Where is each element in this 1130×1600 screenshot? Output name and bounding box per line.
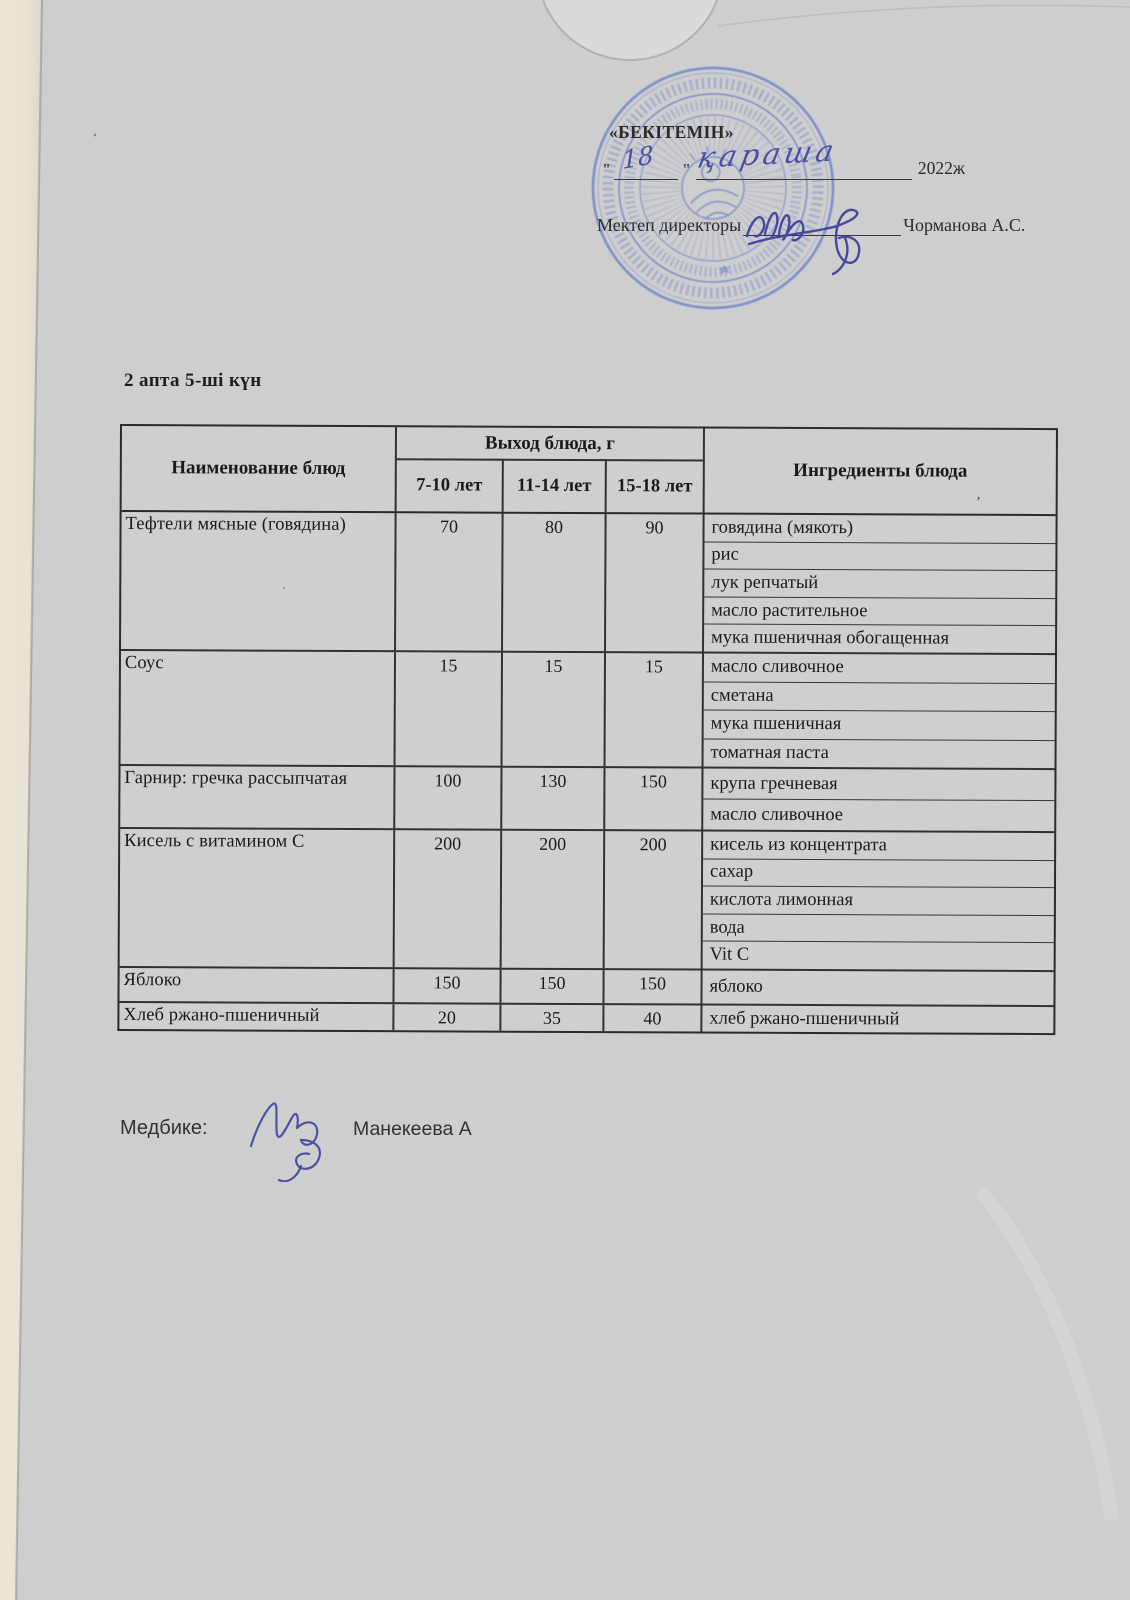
approval-date-line [603,133,965,180]
ingredient-item: сахар [703,859,1054,888]
col-header-ingredients-label: Ингредиенты блюда [793,459,968,482]
ingredient-item: кисель из концентрата [703,832,1054,861]
director-line [597,209,1025,236]
table-row [121,512,1056,653]
dish-name-cell: Тефтели мясные (говядина) [121,512,397,650]
ingredient-item: масло сливочное [710,804,844,825]
table-row [120,764,1054,831]
portion-11-14-cell: 35 [501,1005,604,1031]
nurse-signature [243,1090,339,1182]
ingredient-item: вода [703,914,1054,943]
ingredient-item: томатная паста [710,742,829,763]
portion-15-18-cell: 200 [605,831,704,968]
open-quote: " [603,160,610,179]
ingredient-item: мука пшеничная [704,711,1055,741]
col-header-age-11-14: 11-14 лет [504,461,607,512]
portion-11-14-cell: 200 [502,831,606,968]
week-title: 2 апта 5-ші күн [124,370,262,391]
col-header-output: Выход блюда, г [397,427,705,461]
table-row [120,827,1055,970]
plastic-reflection-crease [980,1190,1112,1520]
director-label: Мектеп директоры [597,215,742,235]
handwritten-month: қараша [694,133,841,175]
ingredients-cell [703,769,1054,832]
portion-7-10-cell: 70 [396,513,504,650]
table-header [122,426,1056,516]
approval-title: «БЕКІТЕМІН» [609,122,734,142]
ingredient-item: кислота лимонная [703,887,1054,916]
dish-name-cell: Соус [121,651,396,765]
ingredient-item: Vit C [709,944,750,965]
portion-11-14-cell: 80 [503,514,607,651]
ingredient-item: масло растительное [704,597,1055,626]
menu-table [117,424,1058,1035]
portion-15-18-cell: 90 [606,514,705,651]
table-row [121,649,1055,768]
col-header-age-15-18: 15-18 лет [607,461,705,512]
ingredients-cell [702,1006,1053,1034]
ingredient-item: мука пшеничная обогащенная [711,627,950,649]
col-header-age-7-10: 7-10 лет [397,460,504,511]
ingredients-cell [704,654,1055,769]
nurse-label: Медбике: [120,1117,208,1139]
director-name: Чорманова А.С. [903,215,1026,235]
folder-edge-strip [0,0,44,1600]
col-header-name: Наименование блюд [122,426,397,511]
handwritten-day: 18 [621,140,655,175]
ingredient-item: масло сливочное [704,654,1055,684]
portion-7-10-cell: 150 [394,969,501,1002]
sleeve-notch-arc [537,0,723,60]
nurse-name: Манекеева А [353,1118,472,1140]
ingredient-item: яблоко [709,976,763,997]
portion-15-18-cell: 150 [604,970,702,1003]
ingredients-cell [704,515,1056,654]
signature-blank [743,208,901,236]
portion-11-14-cell: 130 [502,768,605,829]
ingredient-item: рис [704,542,1055,571]
portion-11-14-cell: 150 [501,970,604,1003]
day-blank [614,140,678,180]
year-label: 2022ж [917,158,965,178]
dish-name-cell: Кисель с витамином С [120,829,396,967]
portion-15-18-cell: 15 [606,653,704,766]
stray-pen-mark: ’ [972,494,982,512]
ingredient-item: говядина (мякоть) [704,515,1055,544]
ingredients-cell [702,971,1053,1006]
portion-7-10-cell: 20 [394,1004,501,1030]
ingredient-item: лук репчатый [704,570,1055,599]
col-header-ingredients [705,429,1056,515]
ingredient-item: сметана [704,682,1055,712]
table-row [119,966,1053,1005]
dish-name-cell: Гарнир: гречка рассыпчатая [120,766,395,828]
dish-name-cell: Яблоко [119,968,394,1002]
ingredient-item: хлеб ржано-пшеничный [709,1008,900,1029]
director-signature [739,182,889,278]
portion-7-10-cell: 15 [396,652,503,765]
ingredient-item: крупа гречневая [703,769,1054,802]
portion-15-18-cell: 40 [604,1005,702,1031]
month-blank [694,133,912,180]
table-row [119,1001,1053,1033]
dust-speck [94,134,97,137]
close-quote: " [682,160,690,179]
dish-name-cell: Хлеб ржано-пшеничный [119,1003,394,1030]
ingredients-cell [703,832,1055,971]
portion-7-10-cell: 200 [395,830,503,967]
portion-11-14-cell: 15 [503,653,606,766]
portion-7-10-cell: 100 [395,767,502,828]
portion-15-18-cell: 150 [605,768,703,829]
sleeve-top-edge [718,5,1130,26]
